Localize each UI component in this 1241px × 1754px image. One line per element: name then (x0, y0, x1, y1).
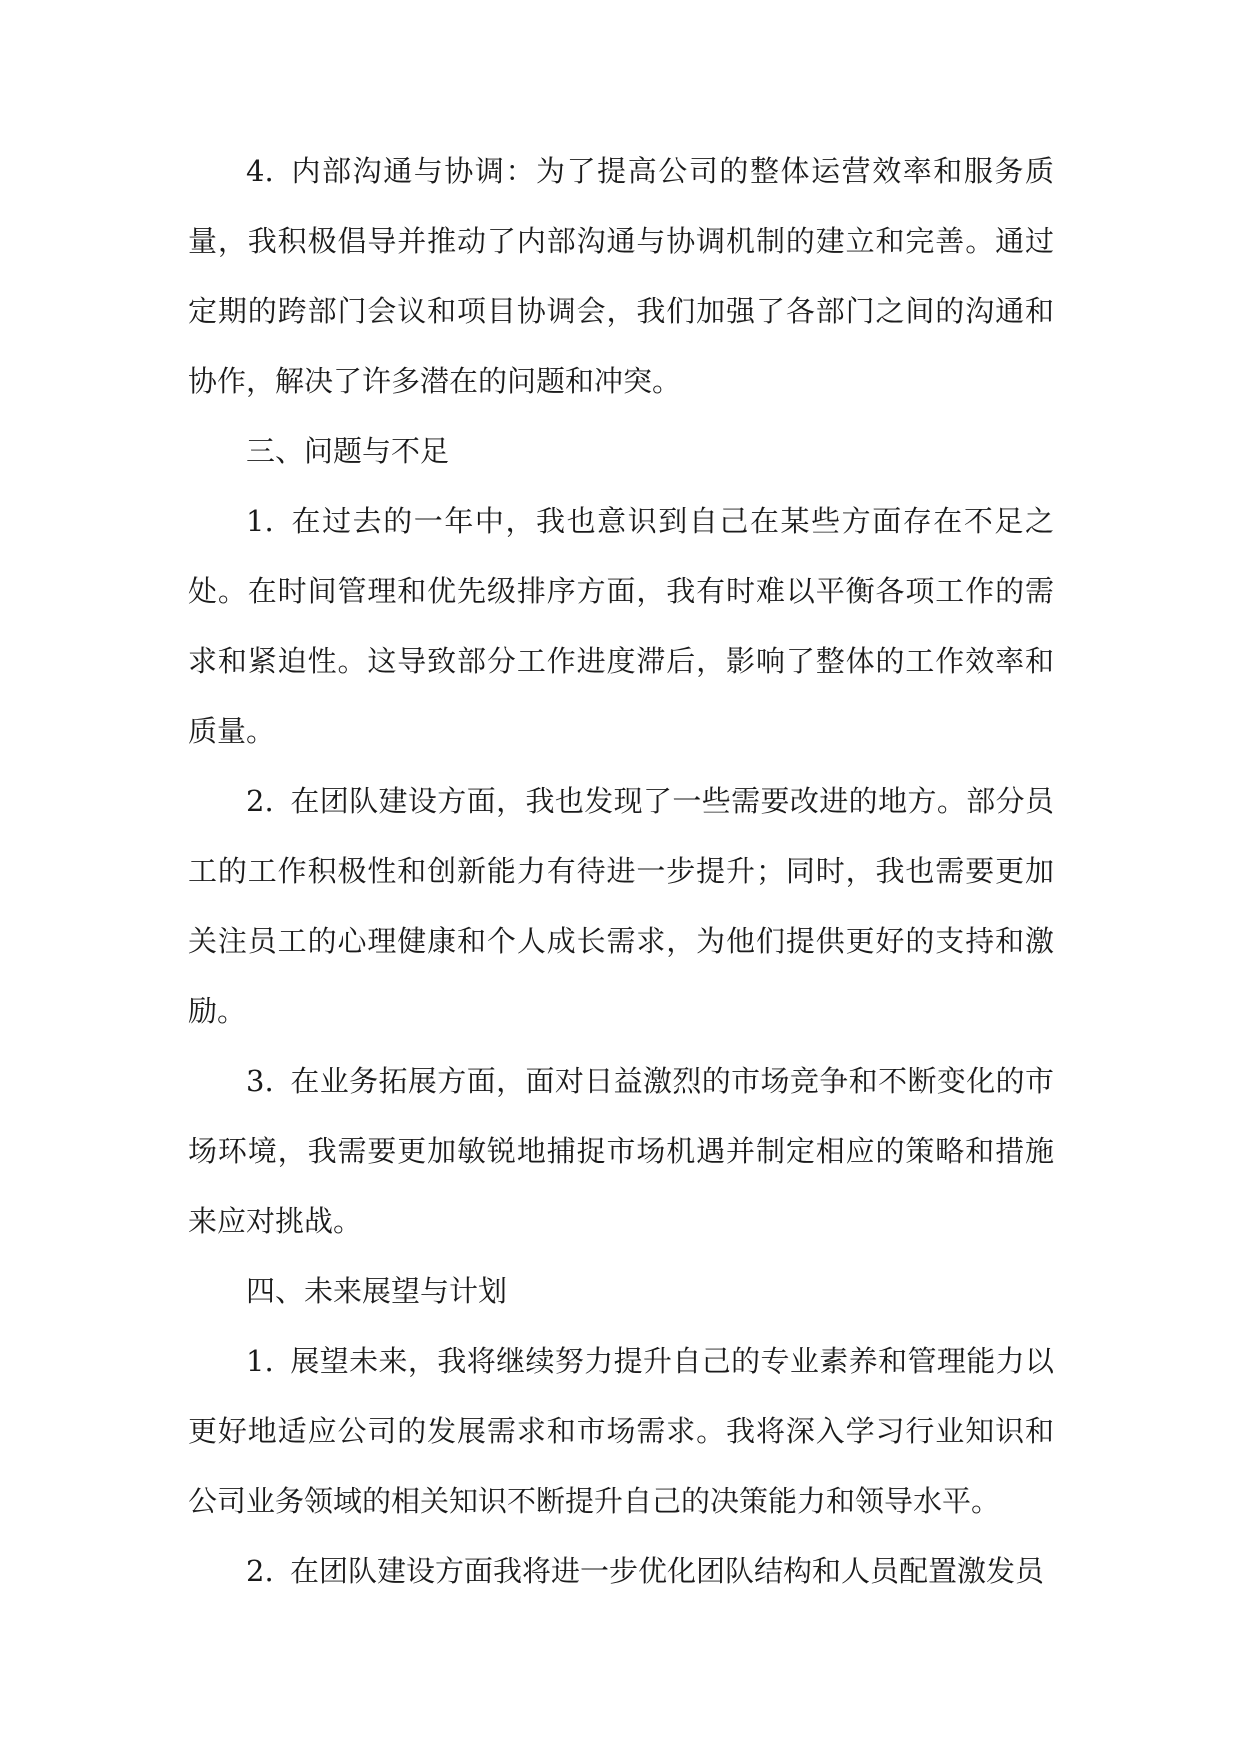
paragraph-number: 4. (246, 154, 274, 188)
heading-text: 四、未来展望与计划 (246, 1274, 508, 1308)
paragraph-plan-2 (188, 1536, 1054, 1606)
paragraph-problem-2 (188, 766, 1054, 1046)
document-body (188, 136, 1054, 1606)
paragraph-number: 1. (246, 504, 274, 538)
paragraph-text: 在业务拓展方面，面对日益激烈的市场竞争和不断变化的市场环境，我需要更加敏锐地捕捉市场机遇并制定相应的策略和措施来应对挑战。 (188, 1064, 1054, 1238)
paragraph-internal-communication (188, 136, 1054, 416)
section-heading-problems (188, 416, 1054, 486)
paragraph-text: 内部沟通与协调：为了提高公司的整体运营效率和服务质量，我积极倡导并推动了内部沟通与协调机制的建立和完善。通过定期的跨部门会议和项目协调会，我们加强了各部门之间的沟通和协作，解决了许多潜在的问题和冲突。 (188, 154, 1054, 398)
paragraph-text: 在过去的一年中，我也意识到自己在某些方面存在不足之处。在时间管理和优先级排序方面，我有时难以平衡各项工作的需求和紧迫性。这导致部分工作进度滞后，影响了整体的工作效率和质量。 (188, 504, 1054, 748)
section-heading-outlook (188, 1256, 1054, 1326)
paragraph-number: 2. (246, 1554, 274, 1588)
paragraph-text: 展望未来，我将继续努力提升自己的专业素养和管理能力以更好地适应公司的发展需求和市场需求。我将深入学习行业知识和公司业务领域的相关知识不断提升自己的决策能力和领导水平。 (188, 1344, 1054, 1518)
paragraph-problem-1 (188, 486, 1054, 766)
paragraph-number: 2. (246, 784, 274, 818)
paragraph-number: 1. (246, 1344, 274, 1378)
paragraph-text: 在团队建设方面我将进一步优化团队结构和人员配置激发员 (290, 1554, 1045, 1588)
paragraph-number: 3. (246, 1064, 274, 1098)
paragraph-problem-3 (188, 1046, 1054, 1256)
paragraph-plan-1 (188, 1326, 1054, 1536)
heading-text: 三、问题与不足 (246, 434, 450, 468)
paragraph-text: 在团队建设方面，我也发现了一些需要改进的地方。部分员工的工作积极性和创新能力有待进一步提升；同时，我也需要更加关注员工的心理健康和个人成长需求，为他们提供更好的支持和激励。 (188, 784, 1054, 1028)
